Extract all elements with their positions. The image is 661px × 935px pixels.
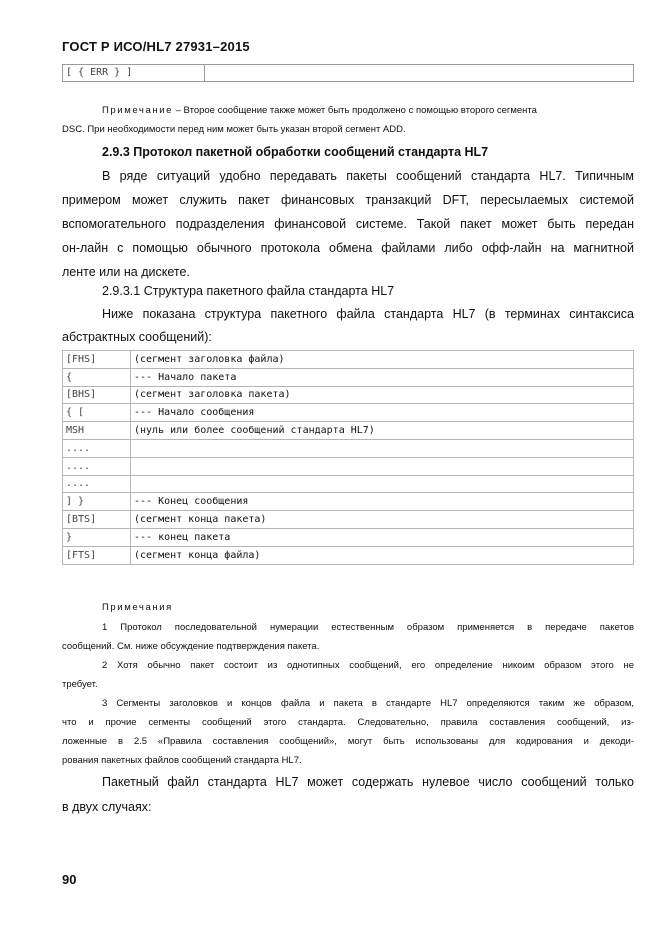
subsection-heading: 2.9.3.1 Структура пакетного файла стандарта HL7 xyxy=(102,284,395,298)
table-row xyxy=(63,511,634,529)
table-row xyxy=(63,351,634,369)
segment-code: MSH xyxy=(63,422,131,440)
segment-code: [FHS] xyxy=(63,351,131,369)
note-2-line: 2 Хотя обычно пакет состоит из однотипных сообщений, его определение никоим образом этого не xyxy=(102,660,634,671)
note-line-2: DSC. При необходимости перед ним может быть указан второй сегмент ADD. xyxy=(62,124,406,135)
segment-description xyxy=(131,457,634,475)
segment-description: --- Конец сообщения xyxy=(131,493,634,511)
segment-description: (сегмент заголовка файла) xyxy=(131,351,634,369)
segment-code: ] } xyxy=(63,493,131,511)
segment-description: (нуль или более сообщений стандарта HL7) xyxy=(131,422,634,440)
table-row xyxy=(63,439,634,457)
para-line: примером может служить пакет финансовых транзакций DFT, пересылаемых системой xyxy=(62,193,634,207)
segment-description xyxy=(131,475,634,493)
notes-label: Примечания xyxy=(102,602,173,613)
para-line: ленте или на дискете. xyxy=(62,265,190,279)
note-text: – Второе сообщение также может быть продолжено с помощью второго сегмента xyxy=(173,105,537,116)
segment-code: { xyxy=(63,368,131,386)
para-line: он-лайн с помощью обычного протокола обмена файлами либо офф-лайн на магнитной xyxy=(62,241,634,255)
note-3-line: ложенные в 2.5 «Правила составления сообщений», могут быть использованы для кодирования и декоди- xyxy=(62,736,634,747)
segment-code: .... xyxy=(63,475,131,493)
table-row xyxy=(63,368,634,386)
segment-code: .... xyxy=(63,439,131,457)
segment-description: --- конец пакета xyxy=(131,528,634,546)
intro-line: Ниже показана структура пакетного файла стандарта HL7 (в терминах синтаксиса xyxy=(102,307,634,321)
top-table-cell: [ { ERR } ] xyxy=(63,65,205,81)
note-3-line: что и прочие сегменты сообщений этого стандарта. Следовательно, правила составления сообщений, из- xyxy=(62,717,634,728)
segment-code: [BHS] xyxy=(63,386,131,404)
note-1-line: сообщений. См. ниже обсуждение подтверждения пакета. xyxy=(62,641,320,652)
segment-code: } xyxy=(63,528,131,546)
note-2-line: требует. xyxy=(62,679,98,690)
table-row xyxy=(63,404,634,422)
segment-description: (сегмент конца файла) xyxy=(131,546,634,564)
document-header: ГОСТ Р ИСО/HL7 27931–2015 xyxy=(62,39,250,54)
top-table xyxy=(62,64,634,82)
note-line-1 xyxy=(102,101,634,120)
para-line: В ряде ситуаций удобно передавать пакеты сообщений стандарта HL7. Типичным xyxy=(102,169,634,183)
para-line: вспомогательного подразделения финансовой системе. Такой пакет может быть передан xyxy=(62,217,634,231)
table-row xyxy=(63,475,634,493)
note-3-line: 3 Сегменты заголовков и концов файла и пакета в стандарте HL7 определяются таким же образом, xyxy=(102,698,634,709)
table-row xyxy=(63,493,634,511)
table-row xyxy=(63,457,634,475)
segment-description: (сегмент заголовка пакета) xyxy=(131,386,634,404)
closing-line: в двух случаях: xyxy=(62,800,152,814)
table-row xyxy=(63,546,634,564)
segment-code: { [ xyxy=(63,404,131,422)
segment-description: --- Начало сообщения xyxy=(131,404,634,422)
page-number: 90 xyxy=(62,872,77,887)
segment-description: --- Начало пакета xyxy=(131,368,634,386)
segment-code: [BTS] xyxy=(63,511,131,529)
section-heading: 2.9.3 Протокол пакетной обработки сообщений стандарта HL7 xyxy=(102,145,489,159)
segment-description xyxy=(131,439,634,457)
note-1-line: 1 Протокол последовательной нумерации естественным образом применяется в передаче пакетов xyxy=(102,622,634,633)
table-row xyxy=(63,386,634,404)
intro-line: абстрактных сообщений): xyxy=(62,330,212,344)
table-row xyxy=(63,528,634,546)
segment-code: .... xyxy=(63,457,131,475)
note-3-line: рования пакетных файлов сообщений стандарта HL7. xyxy=(62,755,302,766)
segment-code: [FTS] xyxy=(63,546,131,564)
structure-table xyxy=(62,350,634,565)
note-label: Примечание xyxy=(102,105,173,116)
closing-line: Пакетный файл стандарта HL7 может содержать нулевое число сообщений только xyxy=(102,775,634,789)
segment-description: (сегмент конца пакета) xyxy=(131,511,634,529)
table-row xyxy=(63,422,634,440)
